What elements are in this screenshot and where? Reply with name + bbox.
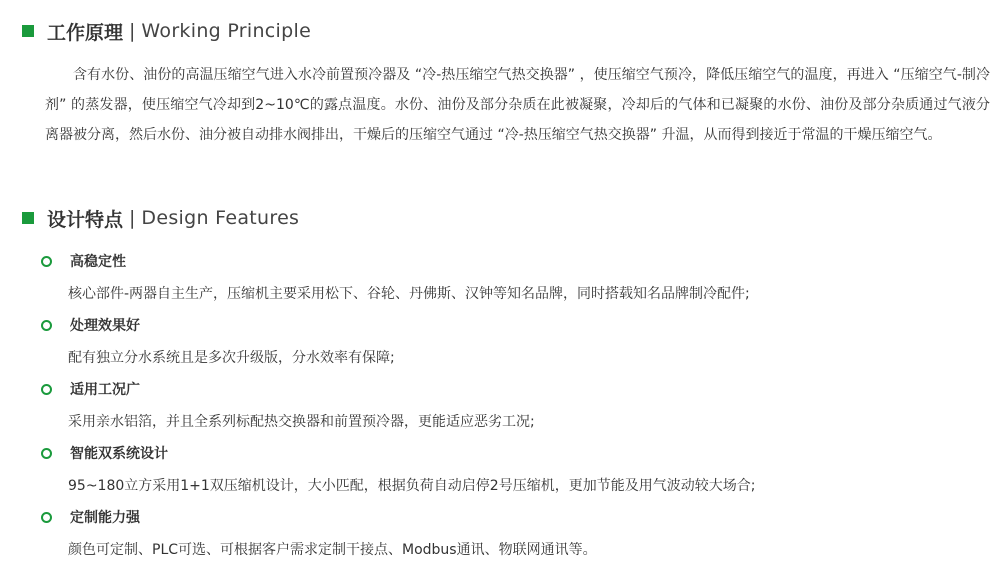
feature-item — [40, 441, 980, 495]
feature-description: 95~180立方采用1+1双压缩机设计，大小匹配，根据负荷自动启停2号压缩机，更加节能及用气波动较大场合; — [68, 478, 756, 494]
feature-description: 配有独立分水系统且是多次升级版，分水效率有保障; — [68, 350, 395, 366]
heading-chinese: 工作原理 — [47, 21, 124, 44]
feature-item — [40, 377, 980, 431]
heading-separator: | — [129, 20, 136, 42]
feature-description: 颜色可定制、PLC可选、可根据客户需求定制干接点、Modbus通讯、物联网通讯等。 — [68, 542, 597, 558]
green-square-icon — [22, 212, 34, 224]
green-circle-icon — [41, 384, 52, 395]
heading-english: Working Principle — [141, 20, 312, 42]
feature-item — [40, 249, 980, 303]
principle-paragraph: 含有水份、油份的高温压缩空气进入水冷前置预冷器及 “冷-热压缩空气热交换器” ，使压缩空气预冷，降低压缩空气的温度，再进入 “压缩空气-制冷剂” 的蒸发器，使压缩空气冷却到2~10℃的露点温度。水份、油份及部分杂质在此被凝聚，冷却后的气体和已凝聚的水份、油份及部分杂质通过气液分离器被分离，然后水份、油分被自动排水阀排出，干燥后的压缩空气通过 “冷-热压缩空气热交换器” 升温，从而得到接近于常温的干燥压缩空气。 — [45, 67, 990, 143]
feature-title-row — [40, 377, 980, 401]
feature-item — [40, 505, 980, 559]
green-square-icon — [22, 25, 34, 37]
feature-title-row — [40, 249, 980, 273]
heading-separator: | — [129, 207, 136, 229]
green-circle-icon — [41, 256, 52, 267]
feature-title: 定制能力强 — [70, 510, 140, 526]
feature-title-row — [40, 505, 980, 529]
feature-title: 智能双系统设计 — [70, 446, 168, 462]
feature-description: 采用亲水铝箔，并且全系列标配热交换器和前置预冷器，更能适应恶劣工况; — [68, 414, 535, 430]
green-circle-icon — [41, 448, 52, 459]
feature-title: 适用工况广 — [70, 382, 140, 398]
working-principle-heading — [22, 16, 311, 46]
feature-title: 高稳定性 — [70, 254, 126, 270]
feature-title-row — [40, 441, 980, 465]
feature-title-row — [40, 313, 980, 337]
green-circle-icon — [41, 512, 52, 523]
green-circle-icon — [41, 320, 52, 331]
design-features-heading — [22, 203, 299, 233]
feature-title: 处理效果好 — [70, 318, 140, 334]
heading-chinese: 设计特点 — [47, 208, 124, 231]
feature-description: 核心部件-两器自主生产，压缩机主要采用松下、谷轮、丹佛斯、汉钟等知名品牌，同时搭载知名品牌制冷配件; — [68, 286, 750, 302]
heading-english: Design Features — [141, 207, 300, 229]
feature-item — [40, 313, 980, 367]
